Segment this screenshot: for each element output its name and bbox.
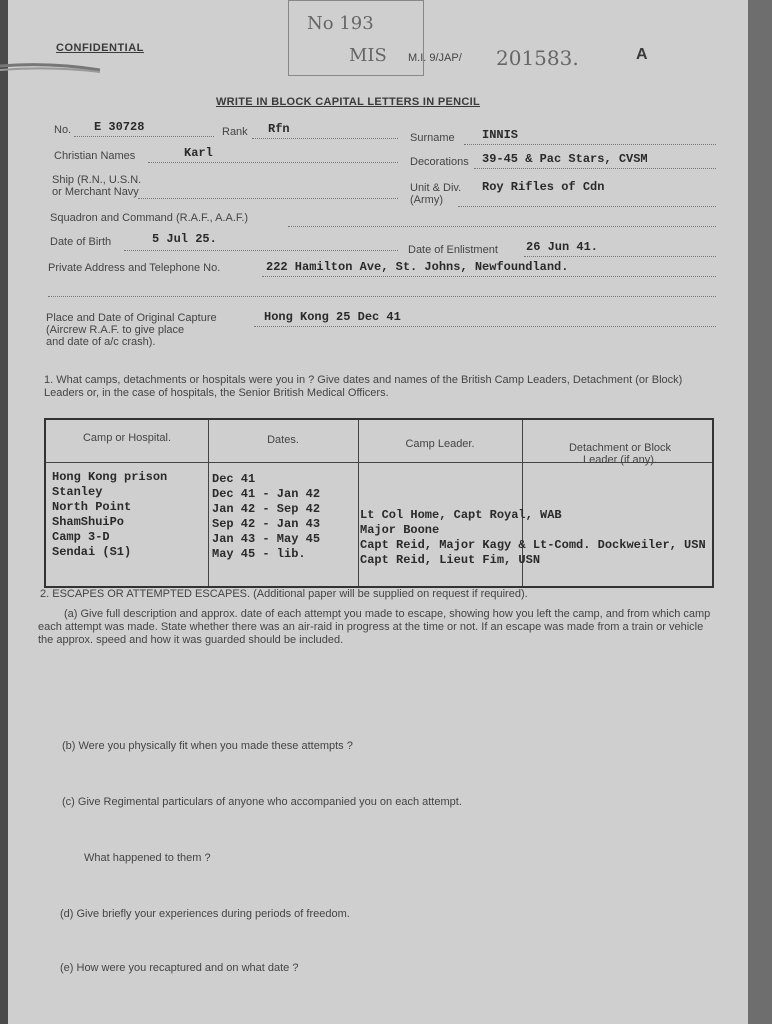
enlist-line — [524, 256, 716, 257]
camp-6: Sendai (S1) — [52, 545, 132, 559]
question-2e: (e) How were you recaptured and on what date ? — [60, 962, 299, 974]
address-line-2 — [48, 296, 716, 297]
no-label: No. — [54, 124, 72, 136]
leader-2: Major Boone — [360, 523, 440, 537]
capture-line — [254, 326, 716, 327]
ship-label-1: Ship (R.N., U.S.N. — [52, 174, 142, 186]
no-line — [74, 136, 214, 137]
leader-3: Capt Reid, Major Kagy & Lt-Comd. Dockweiler, USN — [360, 538, 706, 552]
camp-5: Camp 3-D — [52, 530, 110, 544]
capture-label-1: Place and Date of Original Capture — [46, 312, 217, 324]
dob-value: 5 Jul 25. — [152, 232, 217, 246]
form-heading: WRITE IN BLOCK CAPITAL LETTERS IN PENCIL — [216, 96, 480, 108]
capture-value: Hong Kong 25 Dec 41 — [264, 310, 401, 324]
decorations-line — [474, 168, 716, 169]
surname-value: INNIS — [482, 128, 519, 142]
question-2b: (b) Were you physically fit when you made these attempts ? — [62, 740, 353, 752]
christian-label: Christian Names — [54, 150, 136, 162]
camp-3: North Point — [52, 500, 132, 514]
unit-label-1: Unit & Div. — [410, 182, 462, 194]
ref-label: M.I. 9/JAP/ — [408, 52, 462, 64]
enlist-value: 26 Jun 41. — [526, 240, 599, 254]
question-2-title: 2. ESCAPES OR ATTEMPTED ESCAPES. (Additional paper will be supplied on request if required). — [40, 588, 528, 600]
leader-4: Capt Reid, Lieut Fim, USN — [360, 553, 541, 567]
christian-value: Karl — [184, 146, 213, 160]
unit-value: Roy Rifles of Cdn — [482, 180, 605, 194]
header-dates: Dates. — [267, 434, 299, 446]
question-2c: (c) Give Regimental particulars of anyone who accompanied you on each attempt. — [62, 796, 462, 808]
surname-line — [464, 144, 716, 145]
capture-label-3: and date of a/c crash). — [46, 336, 156, 348]
ship-line — [138, 198, 398, 199]
camp-2: Stanley — [52, 485, 103, 499]
handwritten-stamp-box — [288, 0, 424, 76]
confidential-label: CONFIDENTIAL — [56, 42, 144, 54]
date-3: Jan 42 - Sep 42 — [212, 502, 321, 516]
stamp-number: No 193 — [307, 13, 374, 34]
leader-1: Lt Col Home, Capt Royal, WAB — [360, 508, 562, 522]
date-5: Jan 43 - May 45 — [212, 532, 321, 546]
surname-label: Surname — [410, 132, 455, 144]
decorations-label: Decorations — [410, 156, 469, 168]
squadron-line — [288, 226, 716, 227]
camps-table — [44, 418, 714, 588]
dob-label: Date of Birth — [50, 236, 112, 248]
unit-line — [458, 206, 716, 207]
question-1: 1. What camps, detachments or hospitals were you in ? Give dates and names of the British Camp Leaders, Detachment (or Block) Leaders or, in the case of hospitals, the Senior British Medical Officers. — [44, 374, 683, 399]
date-4: Sep 42 - Jan 43 — [212, 517, 321, 531]
rank-label: Rank — [222, 126, 248, 138]
rank-line — [252, 138, 398, 139]
question-2a: (a) Give full description and approx. date of each attempt you made to escape, showing how you left the camp, and from which camp each attempt was made. State whether there was an air-raid in progress at the time or not. If an escape was made from a train or vehicle the approx. speed and how it was guarded should be included. — [38, 608, 711, 646]
date-1: Dec 41 — [212, 472, 256, 486]
decorations-value: 39-45 & Pac Stars, CVSM — [482, 152, 648, 166]
header-detachment-leader: Detachment or Block Leader (if any). — [568, 442, 672, 466]
rank-value: Rfn — [268, 122, 290, 136]
header-camp-leader: Camp Leader. — [405, 438, 475, 450]
camp-1: Hong Kong prison — [52, 470, 168, 484]
dob-line — [124, 250, 398, 251]
unit-label-2: (Army) — [410, 194, 443, 206]
no-value: E 30728 — [94, 120, 145, 134]
squadron-label: Squadron and Command (R.A.F., A.A.F.) — [50, 212, 249, 224]
question-2d: (d) Give briefly your experiences during periods of freedom. — [60, 908, 350, 920]
string-tie — [0, 60, 110, 74]
capture-label-2: (Aircrew R.A.F. to give place — [46, 324, 185, 336]
ref-number: 201583. — [496, 46, 579, 70]
address-value: 222 Hamilton Ave, St. Johns, Newfoundland. — [266, 260, 569, 274]
address-label: Private Address and Telephone No. — [48, 262, 221, 274]
date-2: Dec 41 - Jan 42 — [212, 487, 321, 501]
question-2c-followup: What happened to them ? — [84, 852, 211, 864]
ship-label-2: or Merchant Navy — [52, 186, 139, 198]
date-6: May 45 - lib. — [212, 547, 306, 561]
header-camp: Camp or Hospital. — [82, 432, 172, 444]
enlist-label: Date of Enlistment — [408, 244, 498, 256]
christian-line — [148, 162, 398, 163]
form-sheet — [8, 0, 748, 1024]
ref-letter: A — [636, 46, 648, 63]
address-line — [262, 276, 716, 277]
camp-4: ShamShuiPo — [52, 515, 125, 529]
stamp-mis: MIS — [349, 45, 387, 66]
